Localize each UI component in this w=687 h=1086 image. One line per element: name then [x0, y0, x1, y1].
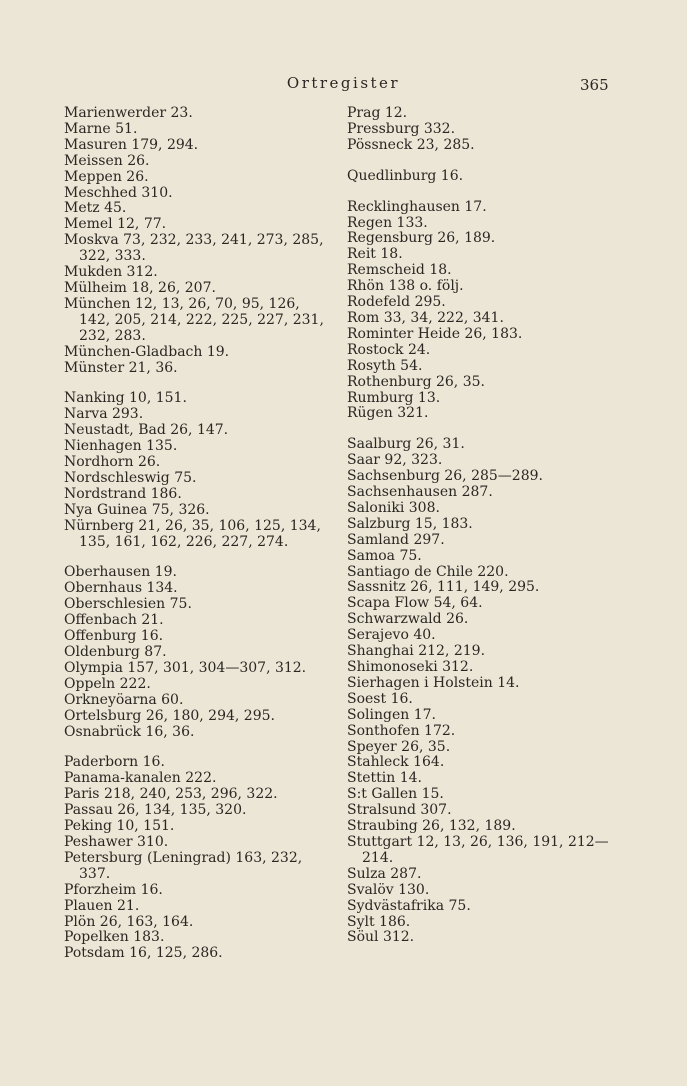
index-entry: Masuren 179, 294.: [64, 136, 199, 153]
index-entry: Sachsenhausen 287.: [347, 484, 493, 501]
index-entry: München 12, 13, 26, 70, 95, 126, 142, 205, 214, 222, 225, 227, 231, 232, 283.: [64, 295, 324, 344]
index-entry: Rodefeld 295.: [347, 294, 446, 311]
index-entry: Regen 133.: [347, 214, 428, 231]
index-entry: Nürnberg 21, 26, 35, 106, 125, 134, 135, 161, 162, 226, 227, 274.: [64, 517, 321, 550]
index-entry: Nordstrand 186.: [64, 485, 182, 502]
index-entry: Nienhagen 135.: [64, 438, 178, 455]
index-entry: Stahleck 164.: [347, 754, 445, 771]
index-entry: Stralsund 307.: [347, 802, 452, 819]
index-entry: Moskva 73, 232, 233, 241, 273, 285, 322, 333.: [64, 232, 324, 265]
index-entry: Plauen 21.: [64, 897, 140, 914]
index-entry: Obernhaus 134.: [64, 580, 178, 597]
index-entry: Rominter Heide 26, 183.: [347, 325, 523, 342]
index-entry: Sonthofen 172.: [347, 722, 456, 739]
index-entry: Nanking 10, 151.: [64, 390, 187, 407]
index-entry: Pössneck 23, 285.: [347, 136, 475, 153]
index-entry: Nordschleswig 75.: [64, 469, 197, 486]
index-entry: Oberhausen 19.: [64, 564, 177, 581]
index-entry: Stettin 14.: [347, 770, 422, 787]
index-entry: Plön 26, 163, 164.: [64, 913, 194, 930]
index-entry: Paris 218, 240, 253, 296, 322.: [64, 786, 278, 803]
index-entry: Mukden 312.: [64, 264, 158, 281]
index-entry: Straubing 26, 132, 189.: [347, 818, 516, 835]
index-entry: Rom 33, 34, 222, 341.: [347, 309, 504, 326]
index-entry: Metz 45.: [64, 200, 127, 217]
index-entry: Saalburg 26, 31.: [347, 436, 465, 453]
index-entry: Sydvästafrika 75.: [347, 897, 471, 914]
index-entry: Meissen 26.: [64, 152, 150, 169]
index-entry: Scapa Flow 54, 64.: [347, 595, 483, 612]
index-entry: Narva 293.: [64, 406, 144, 423]
index-entry: Stuttgart 12, 13, 26, 136, 191, 212—214.: [347, 833, 609, 866]
index-entry: Marienwerder 23.: [64, 105, 193, 121]
index-entry: Serajevo 40.: [347, 627, 436, 644]
index-column-right: [347, 106, 635, 946]
index-entry: Passau 26, 134, 135, 320.: [64, 802, 247, 819]
index-entry: Rhön 138 o. följ.: [347, 278, 464, 295]
index-entry: Prag 12.: [347, 105, 408, 121]
index-entry: Oberschlesien 75.: [64, 596, 192, 613]
index-entry: Nya Guinea 75, 326.: [64, 501, 210, 518]
index-entry: Rothenburg 26, 35.: [347, 373, 485, 390]
index-entry: Soest 16.: [347, 690, 413, 707]
index-entry: München-Gladbach 19.: [64, 343, 230, 360]
index-entry: Panama-kanalen 222.: [64, 770, 217, 787]
index-entry: Saloniki 308.: [347, 499, 440, 516]
index-entry: Popelken 183.: [64, 929, 165, 946]
index-entry: Peking 10, 151.: [64, 818, 175, 835]
index-entry: Recklinghausen 17.: [347, 198, 487, 215]
index-entry: Pressburg 332.: [347, 120, 456, 137]
index-entry: Paderborn 16.: [64, 754, 165, 771]
index-entry: Shanghai 212, 219.: [347, 643, 486, 660]
index-entry: Rostock 24.: [347, 341, 431, 358]
index-entry: Orkneyöarna 60.: [64, 691, 184, 708]
index-entry: Salzburg 15, 183.: [347, 515, 473, 532]
index-entry: Söul 312.: [347, 929, 415, 946]
index-entry: Shimonoseki 312.: [347, 659, 474, 675]
index-entry: Sachsenburg 26, 285—289.: [347, 468, 543, 485]
index-entry: Remscheid 18.: [347, 262, 452, 279]
index-entry: Offenburg 16.: [64, 628, 164, 645]
index-entry: Memel 12, 77.: [64, 216, 167, 233]
index-entry: Saar 92, 323.: [347, 452, 443, 469]
index-entry: Oldenburg 87.: [64, 644, 167, 660]
index-entry: Nordhorn 26.: [64, 454, 161, 471]
index-column-left: [64, 106, 330, 962]
index-entry: Olympia 157, 301, 304—307, 312.: [64, 659, 307, 676]
index-entry: Santiago de Chile 220.: [347, 563, 509, 580]
index-entry: Meschhed 310.: [64, 184, 173, 201]
index-entry: Sassnitz 26, 111, 149, 295.: [347, 579, 540, 596]
index-entry: Quedlinburg 16.: [347, 167, 464, 184]
index-entry: Mülheim 18, 26, 207.: [64, 279, 216, 296]
index-entry: Ortelsburg 26, 180, 294, 295.: [64, 707, 275, 724]
index-entry: Meppen 26.: [64, 168, 149, 185]
index-entry: Rosyth 54.: [347, 357, 423, 374]
index-entry: Münster 21, 36.: [64, 359, 178, 376]
index-entry: Potsdam 16, 125, 286.: [64, 945, 223, 962]
index-entry: Rumburg 13.: [347, 389, 441, 406]
index-entry: Solingen 17.: [347, 706, 436, 723]
index-entry: Reit 18.: [347, 246, 403, 263]
index-entry: Schwarzwald 26.: [347, 611, 469, 628]
index-entry: Petersburg (Leningrad) 163, 232, 337.: [64, 849, 303, 882]
index-entry: Samoa 75.: [347, 547, 422, 564]
index-entry: Offenbach 21.: [64, 612, 164, 629]
index-entry: S:t Gallen 15.: [347, 786, 444, 803]
page-number: 365: [580, 76, 609, 94]
index-entry: Sylt 186.: [347, 913, 411, 930]
running-head: Ortregister: [286, 74, 401, 92]
index-entry: Peshawer 310.: [64, 833, 169, 850]
index-entry: Rügen 321.: [347, 405, 429, 422]
index-entry: Samland 297.: [347, 531, 445, 548]
index-entry: Regensburg 26, 189.: [347, 230, 496, 247]
index-entry: Sulza 287.: [347, 865, 422, 882]
index-entry: Speyer 26, 35.: [347, 738, 451, 755]
index-entry: Osnabrück 16, 36.: [64, 723, 195, 740]
index-entry: Oppeln 222.: [64, 675, 151, 692]
index-entry: Marne 51.: [64, 120, 138, 137]
index-entry: Neustadt, Bad 26, 147.: [64, 422, 229, 439]
index-entry: Svalöv 130.: [347, 881, 430, 898]
index-entry: Pforzheim 16.: [64, 881, 163, 898]
index-entry: Sierhagen i Holstein 14.: [347, 674, 520, 691]
